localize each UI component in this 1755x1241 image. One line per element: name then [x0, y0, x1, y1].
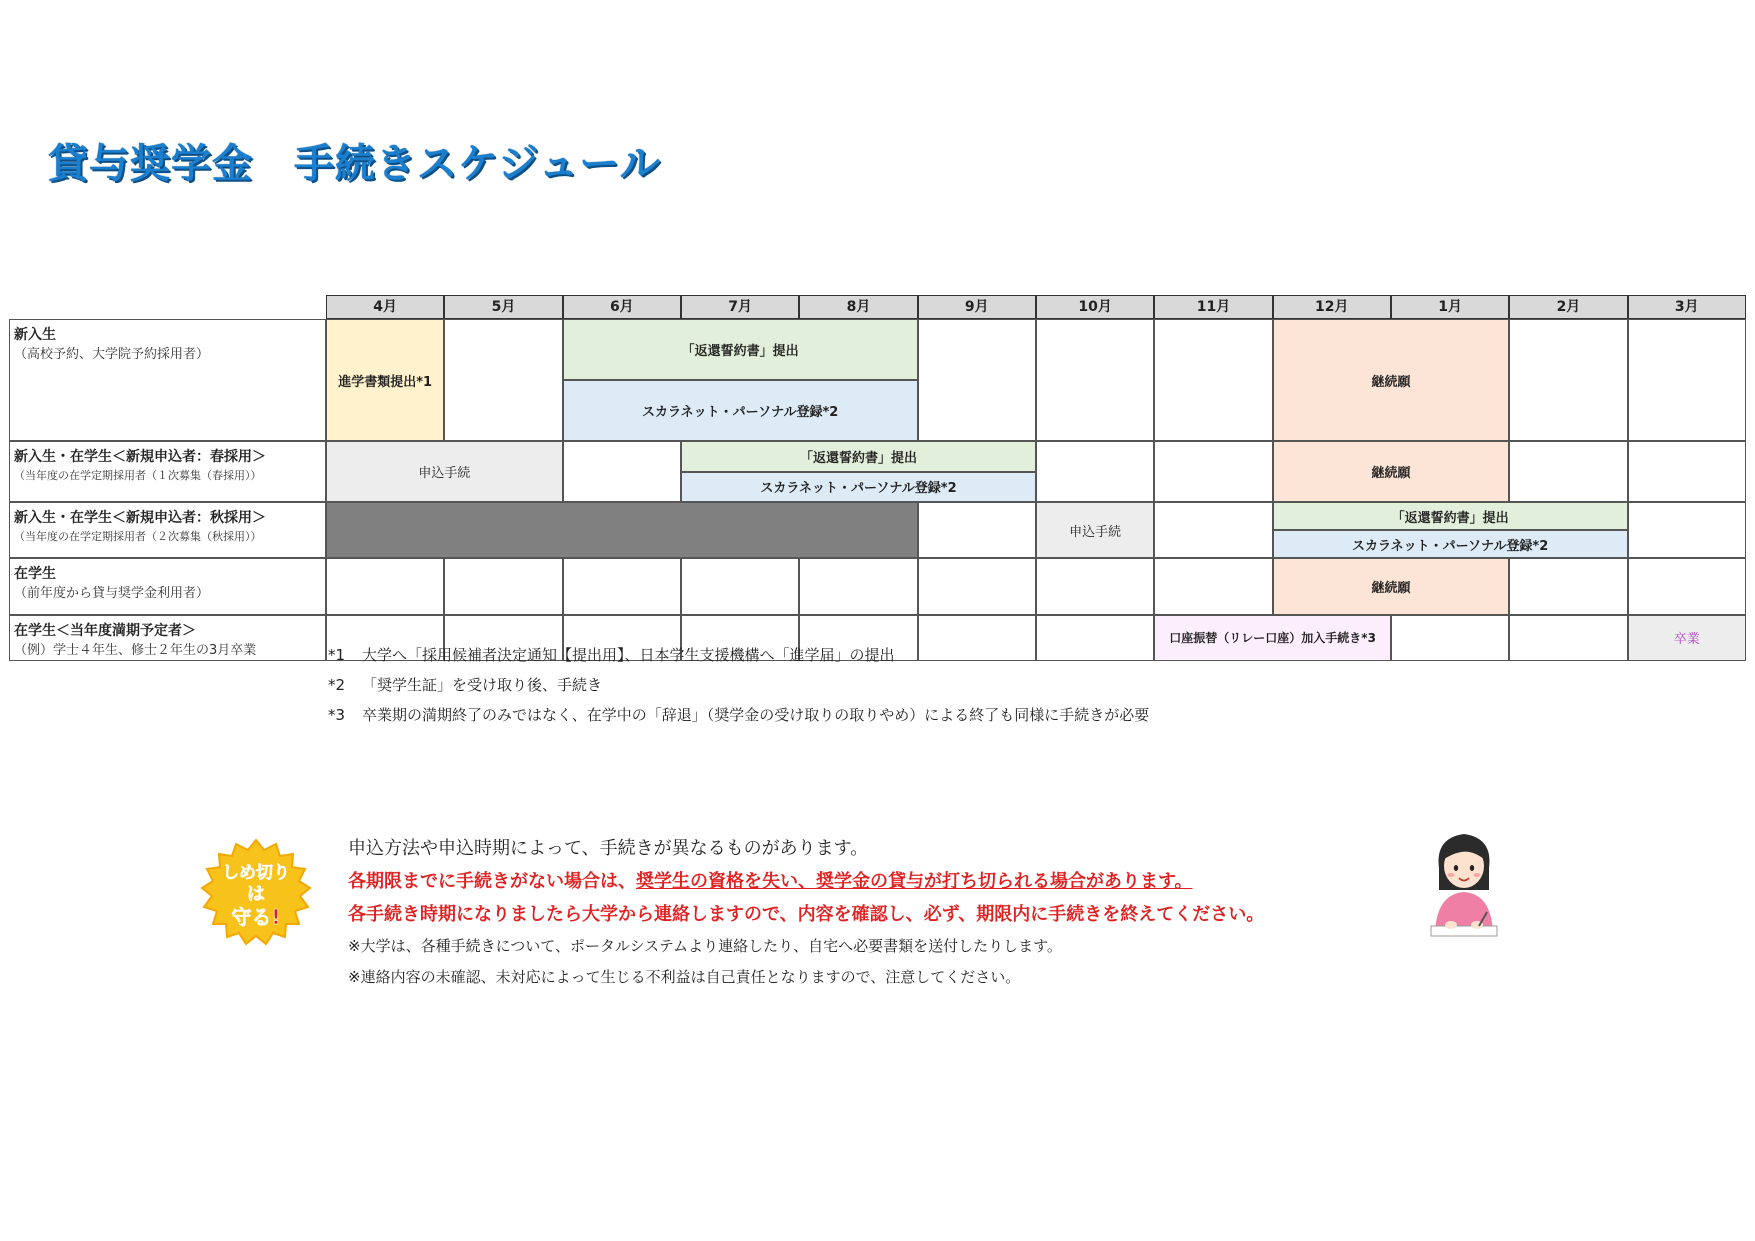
row-label-main: 新入生・在学生＜新規申込者：秋採用＞ [14, 510, 266, 526]
not-applicable-block [326, 502, 918, 558]
badge-line1: しめ切り [222, 863, 290, 883]
empty-cell [918, 319, 1036, 441]
empty-cell [1509, 441, 1627, 502]
empty-cell [1154, 319, 1272, 441]
empty-cell [1391, 615, 1509, 661]
empty-cell [1036, 319, 1154, 441]
row-label-main: 新入生 [14, 327, 56, 343]
footnote [328, 670, 1149, 700]
month-header: 6月 [563, 295, 681, 319]
event-shingaku: 進学書類提出*1 [326, 319, 444, 441]
row-label-main: 新入生・在学生＜新規申込者：春採用＞ [14, 449, 266, 465]
row-label-sub: （例）学士４年生、修士２年生の3月卒業 [14, 642, 257, 658]
empty-cell [681, 558, 799, 615]
month-header: 12月 [1273, 295, 1391, 319]
empty-cell [1509, 319, 1627, 441]
empty-cell [1628, 502, 1746, 558]
empty-cell [1628, 319, 1746, 441]
girl-writing-icon [1425, 828, 1503, 940]
empty-cell [444, 319, 562, 441]
row-label-spring [9, 441, 326, 502]
empty-cell [444, 558, 562, 615]
empty-cell [1154, 502, 1272, 558]
notice-line1: 申込方法や申込時期によって、手続きが異なるものがあります。 [348, 838, 869, 859]
footnote-mark: *2 [328, 676, 346, 694]
empty-cell [563, 441, 681, 502]
event-keizoku: 継続願 [1273, 558, 1510, 615]
notice-message [348, 832, 1264, 993]
event-scalanet: スカラネット・パーソナル登録*2 [1273, 530, 1628, 558]
event-kouza: 口座振替（リレー口座）加入手続き*3 [1154, 615, 1391, 661]
empty-cell [1628, 558, 1746, 615]
autumn-sub-events [1273, 502, 1628, 558]
row-label-sub: （当年度の在学定期採用者（１次募集（春採用）） [14, 468, 262, 482]
deadline-badge-icon [198, 838, 314, 948]
event-scalanet: スカラネット・パーソナル登録*2 [563, 380, 918, 441]
footnote-mark: *3 [328, 706, 346, 724]
empty-cell [1154, 441, 1272, 502]
notice-line4: ※大学は、各種手続きについて、ポータルシステムより連絡したり、自宅へ必要書類を送付したりします。 [348, 937, 1062, 955]
row-label-sub: （前年度から貸与奨学金利用者） [14, 585, 210, 601]
empty-cell [1509, 558, 1627, 615]
empty-cell [1628, 441, 1746, 502]
month-header: 4月 [326, 295, 444, 319]
empty-cell [1154, 558, 1272, 615]
footnote-text: 卒業期の満期終了のみではなく、在学中の「辞退」（奨学金の受け取りの取りやめ）による終了も同様に手続きが必要 [362, 706, 1150, 724]
row-label-current [9, 558, 326, 615]
notice-line3: 各手続き時期になりましたら大学から連絡しますので、内容を確認し、必ず、期限内に手続きを終えてください。 [348, 904, 1265, 925]
month-header: 5月 [444, 295, 562, 319]
badge-line3: 守る! [231, 905, 281, 929]
row-label-main: 在学生＜当年度満期予定者＞ [14, 623, 196, 639]
empty-cell [1036, 441, 1154, 502]
month-header: 2月 [1509, 295, 1627, 319]
empty-cell [1036, 558, 1154, 615]
event-moushikomi: 申込手続 [1036, 502, 1154, 558]
row-label-main: 在学生 [14, 566, 56, 582]
month-header: 7月 [681, 295, 799, 319]
month-header: 11月 [1154, 295, 1272, 319]
empty-cell [1509, 615, 1627, 661]
badge-line2: は [247, 884, 265, 905]
spring-sub-events [681, 441, 1036, 502]
month-header: 1月 [1391, 295, 1509, 319]
footnote-mark: *1 [328, 646, 346, 664]
month-header: 8月 [799, 295, 917, 319]
notice-line5: ※連絡内容の未確認、未対応によって生じる不利益は自己責任となりますので、注意してください。 [348, 968, 1021, 986]
empty-cell [799, 558, 917, 615]
event-henkan: 「返還誓約書」提出 [681, 441, 1036, 472]
event-henkan: 「返還誓約書」提出 [563, 319, 918, 380]
row-label-sub: （高校予約、大学院予約採用者） [14, 346, 210, 362]
empty-cell [918, 502, 1036, 558]
footnote [328, 700, 1149, 730]
event-scalanet: スカラネット・パーソナル登録*2 [681, 472, 1036, 503]
row-label-sub: （当年度の在学定期採用者（２次募集（秋採用）） [14, 529, 262, 543]
empty-cell [918, 558, 1036, 615]
footnotes [328, 640, 1149, 730]
header-corner [9, 295, 326, 319]
empty-cell [563, 558, 681, 615]
row-label-autumn [9, 502, 326, 558]
notice-line2a: 各期限までに手続きがない場合は、 [348, 871, 636, 892]
footnote [328, 640, 1149, 670]
event-sotsugyo: 卒業 [1628, 615, 1746, 661]
event-moushikomi: 申込手続 [326, 441, 563, 502]
notice-line2 [348, 865, 1264, 898]
footnote-text: 「奨学生証」を受け取り後、手続き [362, 676, 603, 694]
row-label-new-student [9, 319, 326, 441]
page-title: 貸与奨学金 手続きスケジュール [48, 141, 661, 187]
month-header: 10月 [1036, 295, 1154, 319]
row-label-graduating [9, 615, 326, 661]
month-header: 3月 [1628, 295, 1746, 319]
event-keizoku: 継続願 [1273, 319, 1510, 441]
notice-line2b: 奨学生の資格を失い、奨学金の貸与が打ち切られる場合があります。 [636, 871, 1193, 892]
footnote-text: 大学へ「採用候補者決定通知【提出用】、日本学生支援機構へ「進学届」の提出 [362, 646, 895, 664]
event-keizoku: 継続願 [1273, 441, 1510, 502]
month-header: 9月 [918, 295, 1036, 319]
event-henkan: 「返還誓約書」提出 [1273, 502, 1628, 530]
empty-cell [326, 558, 444, 615]
